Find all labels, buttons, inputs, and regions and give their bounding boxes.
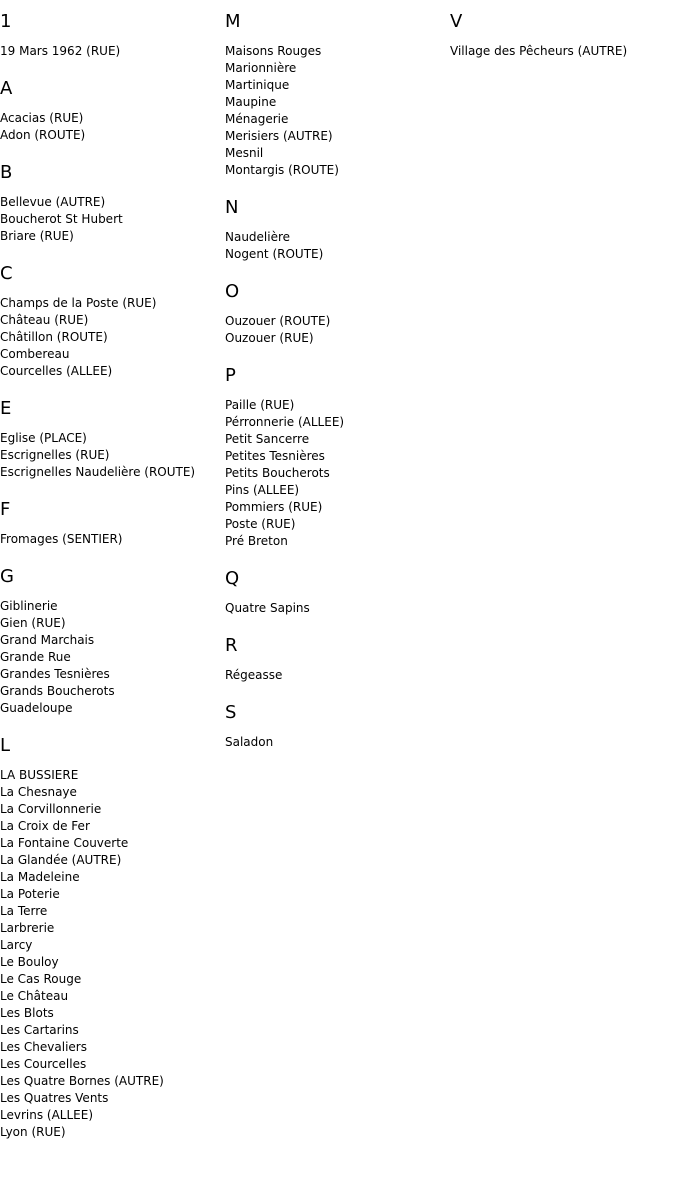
letter-section xyxy=(0,734,225,1141)
letter-section xyxy=(450,10,675,60)
street-list xyxy=(225,667,450,684)
letter-section xyxy=(0,10,225,60)
street-link[interactable]: Petit Sancerre xyxy=(225,432,310,446)
street-link[interactable]: Larcy xyxy=(0,938,33,952)
section-letter-heading: A xyxy=(0,78,13,99)
street-link[interactable]: Châtillon (ROUTE) xyxy=(0,330,108,344)
section-letter-heading: L xyxy=(0,735,11,756)
street-link[interactable]: LA BUSSIERE xyxy=(0,768,79,782)
street-link[interactable]: La Glandée (AUTRE) xyxy=(0,853,122,867)
street-link[interactable]: Merisiers (AUTRE) xyxy=(225,129,333,143)
section-letter-heading: B xyxy=(0,162,13,183)
street-link[interactable]: Les Chevaliers xyxy=(0,1040,87,1054)
street-link[interactable]: Maupine xyxy=(225,95,277,109)
street-link[interactable]: Bellevue (AUTRE) xyxy=(0,195,106,209)
street-link[interactable]: Quatre Sapins xyxy=(225,601,310,615)
street-list xyxy=(225,313,450,347)
street-link[interactable]: Pommiers (RUE) xyxy=(225,500,323,514)
letter-section xyxy=(225,634,450,684)
street-link[interactable]: Mesnil xyxy=(225,146,264,160)
street-link[interactable]: Giblinerie xyxy=(0,599,58,613)
street-link[interactable]: Grand Marchais xyxy=(0,633,95,647)
street-link[interactable]: Acacias (RUE) xyxy=(0,111,84,125)
section-letter-heading: G xyxy=(0,566,14,587)
street-link[interactable]: Les Quatre Bornes (AUTRE) xyxy=(0,1074,164,1088)
letter-section xyxy=(225,364,450,550)
street-link[interactable]: La Fontaine Couverte xyxy=(0,836,129,850)
street-list xyxy=(225,734,450,751)
street-link[interactable]: Montargis (ROUTE) xyxy=(225,163,339,177)
letter-section xyxy=(0,77,225,144)
street-link[interactable]: Lyon (RUE) xyxy=(0,1125,66,1139)
street-link[interactable]: Village des Pêcheurs (AUTRE) xyxy=(450,44,628,58)
street-link[interactable]: Les Blots xyxy=(0,1006,54,1020)
street-link[interactable]: Gien (RUE) xyxy=(0,616,66,630)
street-link[interactable]: La Croix de Fer xyxy=(0,819,90,833)
street-list xyxy=(225,397,450,550)
street-link[interactable]: La Corvillonnerie xyxy=(0,802,102,816)
street-link[interactable]: Maisons Rouges xyxy=(225,44,322,58)
street-list xyxy=(450,43,675,60)
street-link[interactable]: Les Quatres Vents xyxy=(0,1091,109,1105)
street-link[interactable]: Le Cas Rouge xyxy=(0,972,82,986)
street-list xyxy=(0,430,225,481)
street-link[interactable]: Escrignelles Naudelière (ROUTE) xyxy=(0,465,196,479)
street-link[interactable]: Pins (ALLEE) xyxy=(225,483,300,497)
letter-section xyxy=(225,567,450,617)
street-link[interactable]: Escrignelles (RUE) xyxy=(0,448,110,462)
street-link[interactable]: Ouzouer (RUE) xyxy=(225,331,314,345)
street-link[interactable]: Grandes Tesnières xyxy=(0,667,110,681)
street-link[interactable]: Nogent (ROUTE) xyxy=(225,247,324,261)
section-letter-heading: O xyxy=(225,281,240,302)
street-list xyxy=(0,531,225,548)
street-link[interactable]: Le Bouloy xyxy=(0,955,59,969)
street-list xyxy=(225,43,450,179)
street-link[interactable]: Grande Rue xyxy=(0,650,71,664)
street-link[interactable]: Ouzouer (ROUTE) xyxy=(225,314,331,328)
street-link[interactable]: Briare (RUE) xyxy=(0,229,74,243)
letter-section xyxy=(0,565,225,717)
street-link[interactable]: Guadeloupe xyxy=(0,701,73,715)
street-link[interactable]: 19 Mars 1962 (RUE) xyxy=(0,44,121,58)
street-link[interactable]: La Terre xyxy=(0,904,48,918)
street-link[interactable]: Eglise (PLACE) xyxy=(0,431,87,445)
letter-section xyxy=(0,161,225,245)
street-index-column-2 xyxy=(225,10,450,768)
section-letter-heading: M xyxy=(225,11,241,32)
street-link[interactable]: Paille (RUE) xyxy=(225,398,295,412)
street-list xyxy=(0,43,225,60)
section-letter-heading: E xyxy=(0,398,12,419)
section-letter-heading: N xyxy=(225,197,239,218)
street-link[interactable]: Fromages (SENTIER) xyxy=(0,532,123,546)
street-link[interactable]: Le Château xyxy=(0,989,69,1003)
street-link[interactable]: Saladon xyxy=(225,735,274,749)
letter-section xyxy=(0,262,225,380)
street-link[interactable]: Naudelière xyxy=(225,230,291,244)
street-link[interactable]: La Poterie xyxy=(0,887,60,901)
street-link[interactable]: Adon (ROUTE) xyxy=(0,128,86,142)
street-link[interactable]: Poste (RUE) xyxy=(225,517,296,531)
letter-section xyxy=(0,498,225,548)
street-link[interactable]: Combereau xyxy=(0,347,70,361)
street-link[interactable]: Petites Tesnières xyxy=(225,449,325,463)
street-link[interactable]: Les Cartarins xyxy=(0,1023,79,1037)
street-list xyxy=(225,229,450,263)
street-link[interactable]: Ménagerie xyxy=(225,112,289,126)
street-link[interactable]: La Madeleine xyxy=(0,870,80,884)
letter-section xyxy=(225,701,450,751)
street-link[interactable]: Petits Boucherots xyxy=(225,466,330,480)
section-letter-heading: C xyxy=(0,263,13,284)
street-list xyxy=(0,194,225,245)
street-link[interactable]: Martinique xyxy=(225,78,290,92)
street-link[interactable]: Levrins (ALLEE) xyxy=(0,1108,94,1122)
street-link[interactable]: Château (RUE) xyxy=(0,313,89,327)
street-link[interactable]: Les Courcelles xyxy=(0,1057,87,1071)
street-link[interactable]: Courcelles (ALLEE) xyxy=(0,364,113,378)
section-letter-heading: F xyxy=(0,499,11,520)
section-letter-heading: Q xyxy=(225,568,240,589)
section-letter-heading: 1 xyxy=(0,11,12,32)
letter-section xyxy=(0,397,225,481)
street-link[interactable]: Marionnière xyxy=(225,61,297,75)
section-letter-heading: S xyxy=(225,702,237,723)
street-list xyxy=(0,110,225,144)
street-link[interactable]: Grands Boucherots xyxy=(0,684,115,698)
section-letter-heading: V xyxy=(450,11,463,32)
street-list xyxy=(225,600,450,617)
street-link[interactable]: La Chesnaye xyxy=(0,785,77,799)
letter-section xyxy=(225,10,450,179)
street-link[interactable]: Champs de la Poste (RUE) xyxy=(0,296,157,310)
letter-section xyxy=(225,280,450,347)
section-letter-heading: P xyxy=(225,365,236,386)
street-index-column-1 xyxy=(0,10,225,1158)
street-index-column-3 xyxy=(450,10,675,77)
street-link[interactable]: Boucherot St Hubert xyxy=(0,212,123,226)
section-letter-heading: R xyxy=(225,635,238,656)
letter-section xyxy=(225,196,450,263)
street-list xyxy=(0,598,225,717)
street-link[interactable]: Larbrerie xyxy=(0,921,55,935)
street-list xyxy=(0,767,225,1141)
street-link[interactable]: Pré Breton xyxy=(225,534,288,548)
street-list xyxy=(0,295,225,380)
street-link[interactable]: Régeasse xyxy=(225,668,283,682)
street-link[interactable]: Pérronnerie (ALLEE) xyxy=(225,415,345,429)
